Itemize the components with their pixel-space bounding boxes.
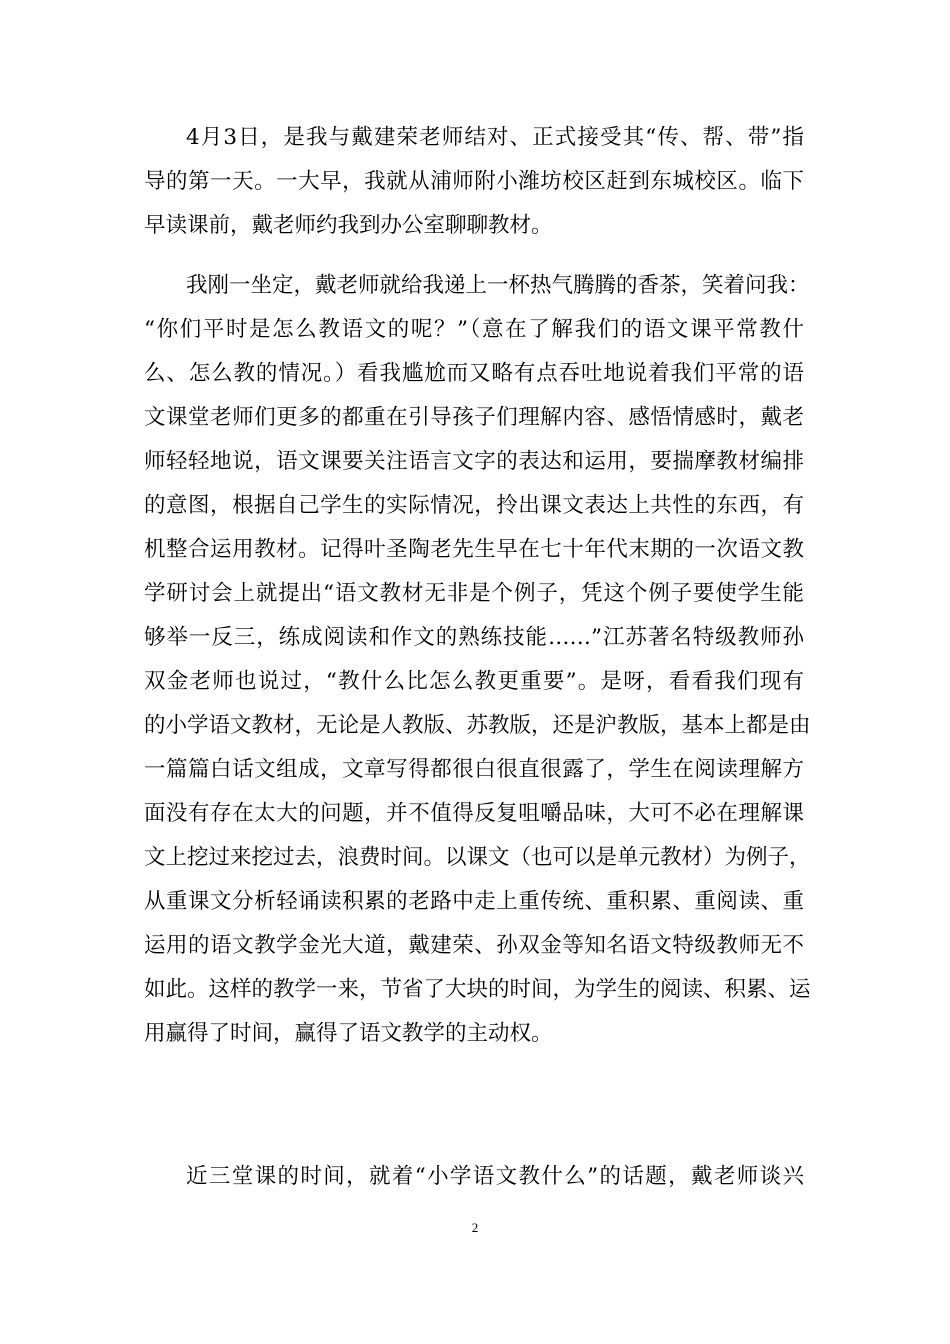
text-line: 学研讨会上就提出“语文教材无非是个例子，凭这个例子要使学生能 — [144, 581, 804, 606]
text-line: 一篇篇白话文组成，文章写得都很白很直很露了，学生在阅读理解方 — [144, 757, 804, 782]
paragraph-3 — [144, 1155, 804, 1199]
text-line: 从重课文分析轻诵读积累的老路中走上重传统、重积累、重阅读、重 — [144, 889, 804, 914]
text-line: 的意图，根据自己学生的实际情况，拎出课文表达上共性的东西，有 — [144, 493, 804, 518]
page-number: 2 — [471, 1220, 479, 1235]
paragraph-2 — [144, 264, 811, 1056]
text-line: 如此。这样的教学一来，节省了大块的时间，为学生的阅读、积累、运 — [144, 977, 811, 1002]
text-line: 么、怎么教的情况。）看我尴尬而又略有点吞吐地说着我们平常的语 — [144, 361, 804, 386]
text-line: 导的第一天。一大早，我就从浦师附小潍坊校区赶到东城校区。临下 — [144, 169, 804, 194]
text-line: 双金老师也说过，“教什么比怎么教更重要”。是呀，看看我们现有 — [144, 669, 804, 694]
text-line: 早读课前，戴老师约我到办公室聊聊教材。 — [144, 213, 553, 238]
text-line: 够举一反三，练成阅读和作文的熟练技能……”江苏著名特级教师孙 — [144, 625, 804, 650]
text-line: “你们平时是怎么教语文的呢？”（意在了解我们的语文课平常教什 — [144, 317, 804, 342]
text-line: 近三堂课的时间，就着“小学语文教什么”的话题，戴老师谈兴 — [186, 1164, 804, 1189]
text-line: 4月3日，是我与戴建荣老师结对、正式接受其“传、帮、带”指 — [186, 125, 804, 150]
text-line: 面没有存在太大的问题，并不值得反复咀嚼品味，大可不必在理解课 — [144, 801, 804, 826]
text-line: 文课堂老师们更多的都重在引导孩子们理解内容、感悟情感时，戴老 — [144, 405, 804, 430]
text-line: 运用的语文教学金光大道，戴建荣、孙双金等知名语文特级教师无不 — [144, 933, 804, 958]
text-line: 文上挖过来挖过去，浪费时间。以课文（也可以是单元教材）为例子， — [144, 845, 811, 870]
text-line: 机整合运用教材。记得叶圣陶老先生早在七十年代末期的一次语文教 — [144, 537, 804, 562]
text-line: 用赢得了时间，赢得了语文教学的主动权。 — [144, 1021, 553, 1046]
text-line: 师轻轻地说，语文课要关注语言文字的表达和运用，要揣摩教材编排 — [144, 449, 804, 474]
text-line: 我刚一坐定，戴老师就给我递上一杯热气腾腾的香茶，笑着问我： — [186, 273, 810, 298]
paragraph-1 — [144, 116, 804, 248]
text-line: 的小学语文教材，无论是人教版、苏教版，还是沪教版，基本上都是由 — [144, 713, 811, 738]
